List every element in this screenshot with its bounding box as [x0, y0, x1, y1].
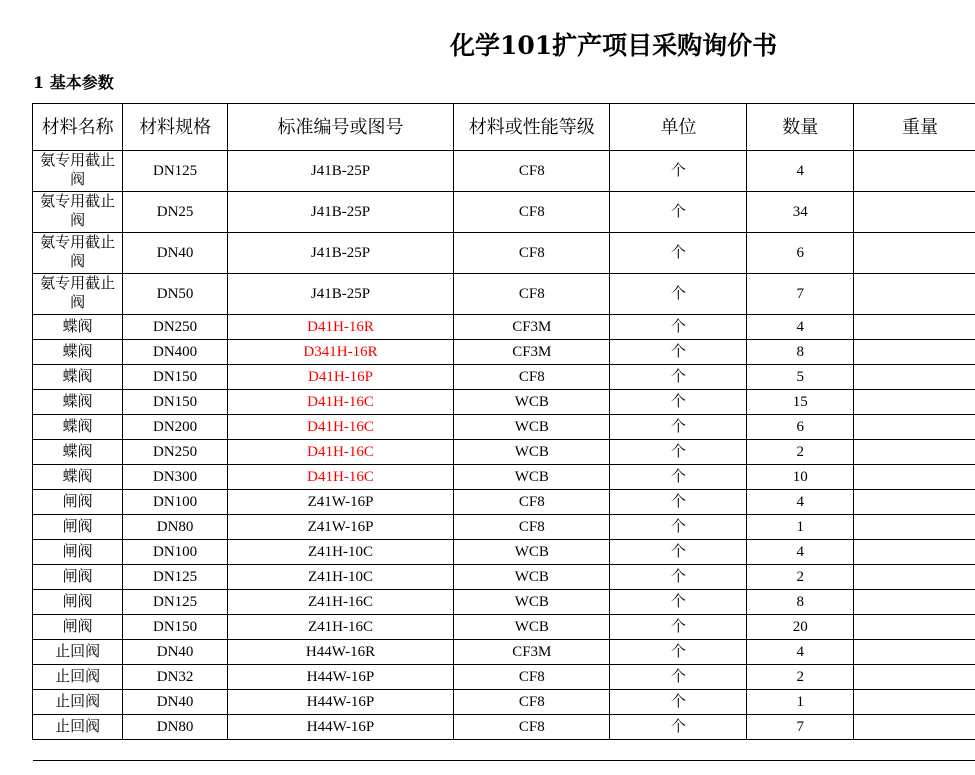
table-row — [33, 390, 975, 415]
cell-material-spec: DN32 — [123, 665, 228, 690]
cell-weight — [854, 315, 975, 340]
cell-weight — [854, 690, 975, 715]
cell-material-spec: DN300 — [123, 465, 228, 490]
cell-standard-code: Z41H-16C — [227, 590, 453, 615]
cell-standard-code: J41B-25P — [227, 151, 453, 192]
cell-quantity: 7 — [747, 274, 854, 315]
cell-material-name: 闸阀 — [33, 615, 123, 640]
table-row — [33, 192, 975, 233]
cell-material-name: 蝶阀 — [33, 465, 123, 490]
cell-material-spec: DN125 — [123, 565, 228, 590]
cell-material-name: 蝶阀 — [33, 365, 123, 390]
header-material-name: 材料名称 — [33, 104, 123, 151]
table-row — [33, 690, 975, 715]
cell-material-spec: DN25 — [123, 192, 228, 233]
cell-unit: 个 — [610, 274, 747, 315]
cell-material-name: 蝶阀 — [33, 390, 123, 415]
table-row — [33, 490, 975, 515]
cell-standard-code: J41B-25P — [227, 274, 453, 315]
cell-unit: 个 — [610, 490, 747, 515]
cell-unit: 个 — [610, 640, 747, 665]
cell-weight — [854, 192, 975, 233]
cell-standard-code: H44W-16P — [227, 665, 453, 690]
cell-unit: 个 — [610, 590, 747, 615]
header-unit: 单位 — [610, 104, 747, 151]
cell-material-grade: WCB — [454, 390, 610, 415]
cell-material-grade: WCB — [454, 615, 610, 640]
table-row — [33, 365, 975, 390]
cell-material-spec: DN80 — [123, 715, 228, 740]
header-material-grade: 材料或性能等级 — [454, 104, 610, 151]
cell-quantity: 10 — [747, 465, 854, 490]
table-row — [33, 665, 975, 690]
cell-material-name: 闸阀 — [33, 540, 123, 565]
cell-weight — [854, 715, 975, 740]
cell-quantity: 4 — [747, 151, 854, 192]
cell-material-name: 蝶阀 — [33, 340, 123, 365]
cell-weight — [854, 565, 975, 590]
cell-material-grade: WCB — [454, 590, 610, 615]
cell-unit: 个 — [610, 151, 747, 192]
cell-unit: 个 — [610, 665, 747, 690]
header-quantity: 数量 — [747, 104, 854, 151]
cell-unit: 个 — [610, 315, 747, 340]
cell-weight — [854, 465, 975, 490]
table-header — [33, 104, 975, 151]
cell-unit: 个 — [610, 565, 747, 590]
cell-quantity: 5 — [747, 365, 854, 390]
cell-material-spec: DN125 — [123, 590, 228, 615]
table-row — [33, 315, 975, 340]
cell-material-spec: DN250 — [123, 440, 228, 465]
cell-material-name: 闸阀 — [33, 565, 123, 590]
cell-material-spec: DN40 — [123, 690, 228, 715]
cell-material-name: 止回阀 — [33, 690, 123, 715]
cell-unit: 个 — [610, 192, 747, 233]
cell-standard-code: Z41W-16P — [227, 515, 453, 540]
cell-material-name: 氨专用截止阀 — [33, 233, 123, 274]
cell-material-name: 氨专用截止阀 — [33, 151, 123, 192]
table-row — [33, 415, 975, 440]
parameters-table — [32, 103, 975, 740]
cell-material-name: 蝶阀 — [33, 415, 123, 440]
table-row — [33, 615, 975, 640]
cell-material-name: 止回阀 — [33, 640, 123, 665]
cell-quantity: 6 — [747, 233, 854, 274]
cell-standard-code: J41B-25P — [227, 192, 453, 233]
cell-material-name: 氨专用截止阀 — [33, 274, 123, 315]
cell-material-grade: CF8 — [454, 515, 610, 540]
cell-unit: 个 — [610, 690, 747, 715]
cell-material-grade: WCB — [454, 415, 610, 440]
cell-unit: 个 — [610, 390, 747, 415]
cell-material-spec: DN80 — [123, 515, 228, 540]
cell-weight — [854, 540, 975, 565]
cell-quantity: 4 — [747, 490, 854, 515]
cell-standard-code: J41B-25P — [227, 233, 453, 274]
cell-material-name: 蝶阀 — [33, 440, 123, 465]
cell-quantity: 1 — [747, 690, 854, 715]
cell-standard-code: H44W-16R — [227, 640, 453, 665]
cell-material-grade: CF8 — [454, 690, 610, 715]
cell-weight — [854, 390, 975, 415]
cell-weight — [854, 274, 975, 315]
cell-unit: 个 — [610, 515, 747, 540]
cell-standard-code: Z41H-10C — [227, 540, 453, 565]
cell-quantity: 20 — [747, 615, 854, 640]
cell-quantity: 4 — [747, 640, 854, 665]
cell-weight — [854, 640, 975, 665]
cell-material-grade: CF8 — [454, 490, 610, 515]
table-row — [33, 590, 975, 615]
table-row — [33, 233, 975, 274]
cell-weight — [854, 340, 975, 365]
cell-material-grade: CF3M — [454, 640, 610, 665]
cell-standard-code: Z41H-10C — [227, 565, 453, 590]
cell-unit: 个 — [610, 340, 747, 365]
cell-quantity: 2 — [747, 565, 854, 590]
cell-quantity: 34 — [747, 192, 854, 233]
cell-unit: 个 — [610, 540, 747, 565]
cell-unit: 个 — [610, 465, 747, 490]
cell-unit: 个 — [610, 440, 747, 465]
cell-material-grade: CF8 — [454, 365, 610, 390]
cell-quantity: 4 — [747, 540, 854, 565]
cell-quantity: 8 — [747, 590, 854, 615]
table-row — [33, 640, 975, 665]
cell-material-name: 闸阀 — [33, 590, 123, 615]
header-weight: 重量 — [854, 104, 975, 151]
cell-material-spec: DN40 — [123, 640, 228, 665]
cell-quantity: 2 — [747, 440, 854, 465]
cell-unit: 个 — [610, 233, 747, 274]
cell-material-spec: DN50 — [123, 274, 228, 315]
cell-material-name: 闸阀 — [33, 490, 123, 515]
cell-quantity: 7 — [747, 715, 854, 740]
table-body — [33, 151, 975, 740]
cell-quantity: 15 — [747, 390, 854, 415]
cell-standard-code: D41H-16P — [227, 365, 453, 390]
cell-unit: 个 — [610, 715, 747, 740]
cell-material-grade: CF3M — [454, 340, 610, 365]
cell-weight — [854, 415, 975, 440]
cell-material-spec: DN100 — [123, 540, 228, 565]
cell-standard-code: D41H-16C — [227, 440, 453, 465]
cell-material-name: 氨专用截止阀 — [33, 192, 123, 233]
cell-material-grade: CF3M — [454, 315, 610, 340]
cell-unit: 个 — [610, 365, 747, 390]
table-row — [33, 151, 975, 192]
cell-material-grade: CF8 — [454, 665, 610, 690]
table-row — [33, 565, 975, 590]
cell-quantity: 4 — [747, 315, 854, 340]
cell-standard-code: H44W-16P — [227, 690, 453, 715]
cell-weight — [854, 490, 975, 515]
cell-material-spec: DN150 — [123, 615, 228, 640]
cell-weight — [854, 615, 975, 640]
table-row — [33, 465, 975, 490]
cell-material-spec: DN400 — [123, 340, 228, 365]
cell-weight — [854, 233, 975, 274]
cell-material-grade: CF8 — [454, 192, 610, 233]
section-heading: 1 基本参数 — [33, 73, 114, 92]
cell-unit: 个 — [610, 615, 747, 640]
cell-quantity: 1 — [747, 515, 854, 540]
cell-quantity: 6 — [747, 415, 854, 440]
cell-material-spec: DN100 — [123, 490, 228, 515]
cell-material-spec: DN150 — [123, 365, 228, 390]
cell-weight — [854, 151, 975, 192]
cell-unit: 个 — [610, 415, 747, 440]
header-row — [33, 104, 975, 151]
cell-material-name: 闸阀 — [33, 515, 123, 540]
cell-weight — [854, 440, 975, 465]
header-standard-code: 标准编号或图号 — [227, 104, 453, 151]
table-row — [33, 715, 975, 740]
header-material-spec: 材料规格 — [123, 104, 228, 151]
table-row — [33, 274, 975, 315]
table-row — [33, 540, 975, 565]
document-title: 化学101扩产项目采购询价书 — [450, 31, 778, 60]
cell-standard-code: D41H-16C — [227, 390, 453, 415]
cell-standard-code: D341H-16R — [227, 340, 453, 365]
cell-material-grade: WCB — [454, 465, 610, 490]
cell-material-grade: CF8 — [454, 151, 610, 192]
cell-material-grade: CF8 — [454, 715, 610, 740]
cell-weight — [854, 515, 975, 540]
cell-material-grade: WCB — [454, 540, 610, 565]
cell-material-grade: CF8 — [454, 274, 610, 315]
table-row — [33, 440, 975, 465]
cell-material-grade: WCB — [454, 565, 610, 590]
cell-weight — [854, 665, 975, 690]
cell-standard-code: D41H-16R — [227, 315, 453, 340]
cell-standard-code: D41H-16C — [227, 465, 453, 490]
cell-material-name: 蝶阀 — [33, 315, 123, 340]
cell-quantity: 8 — [747, 340, 854, 365]
table-row — [33, 340, 975, 365]
cell-material-spec: DN40 — [123, 233, 228, 274]
cell-quantity: 2 — [747, 665, 854, 690]
cell-material-grade: CF8 — [454, 233, 610, 274]
cell-weight — [854, 590, 975, 615]
cell-standard-code: H44W-16P — [227, 715, 453, 740]
page-divider — [33, 760, 975, 761]
cell-material-spec: DN150 — [123, 390, 228, 415]
cell-material-grade: WCB — [454, 440, 610, 465]
cell-material-name: 止回阀 — [33, 665, 123, 690]
cell-material-spec: DN250 — [123, 315, 228, 340]
cell-material-name: 止回阀 — [33, 715, 123, 740]
cell-standard-code: Z41W-16P — [227, 490, 453, 515]
cell-material-spec: DN125 — [123, 151, 228, 192]
cell-material-spec: DN200 — [123, 415, 228, 440]
cell-standard-code: Z41H-16C — [227, 615, 453, 640]
cell-standard-code: D41H-16C — [227, 415, 453, 440]
table-row — [33, 515, 975, 540]
cell-weight — [854, 365, 975, 390]
